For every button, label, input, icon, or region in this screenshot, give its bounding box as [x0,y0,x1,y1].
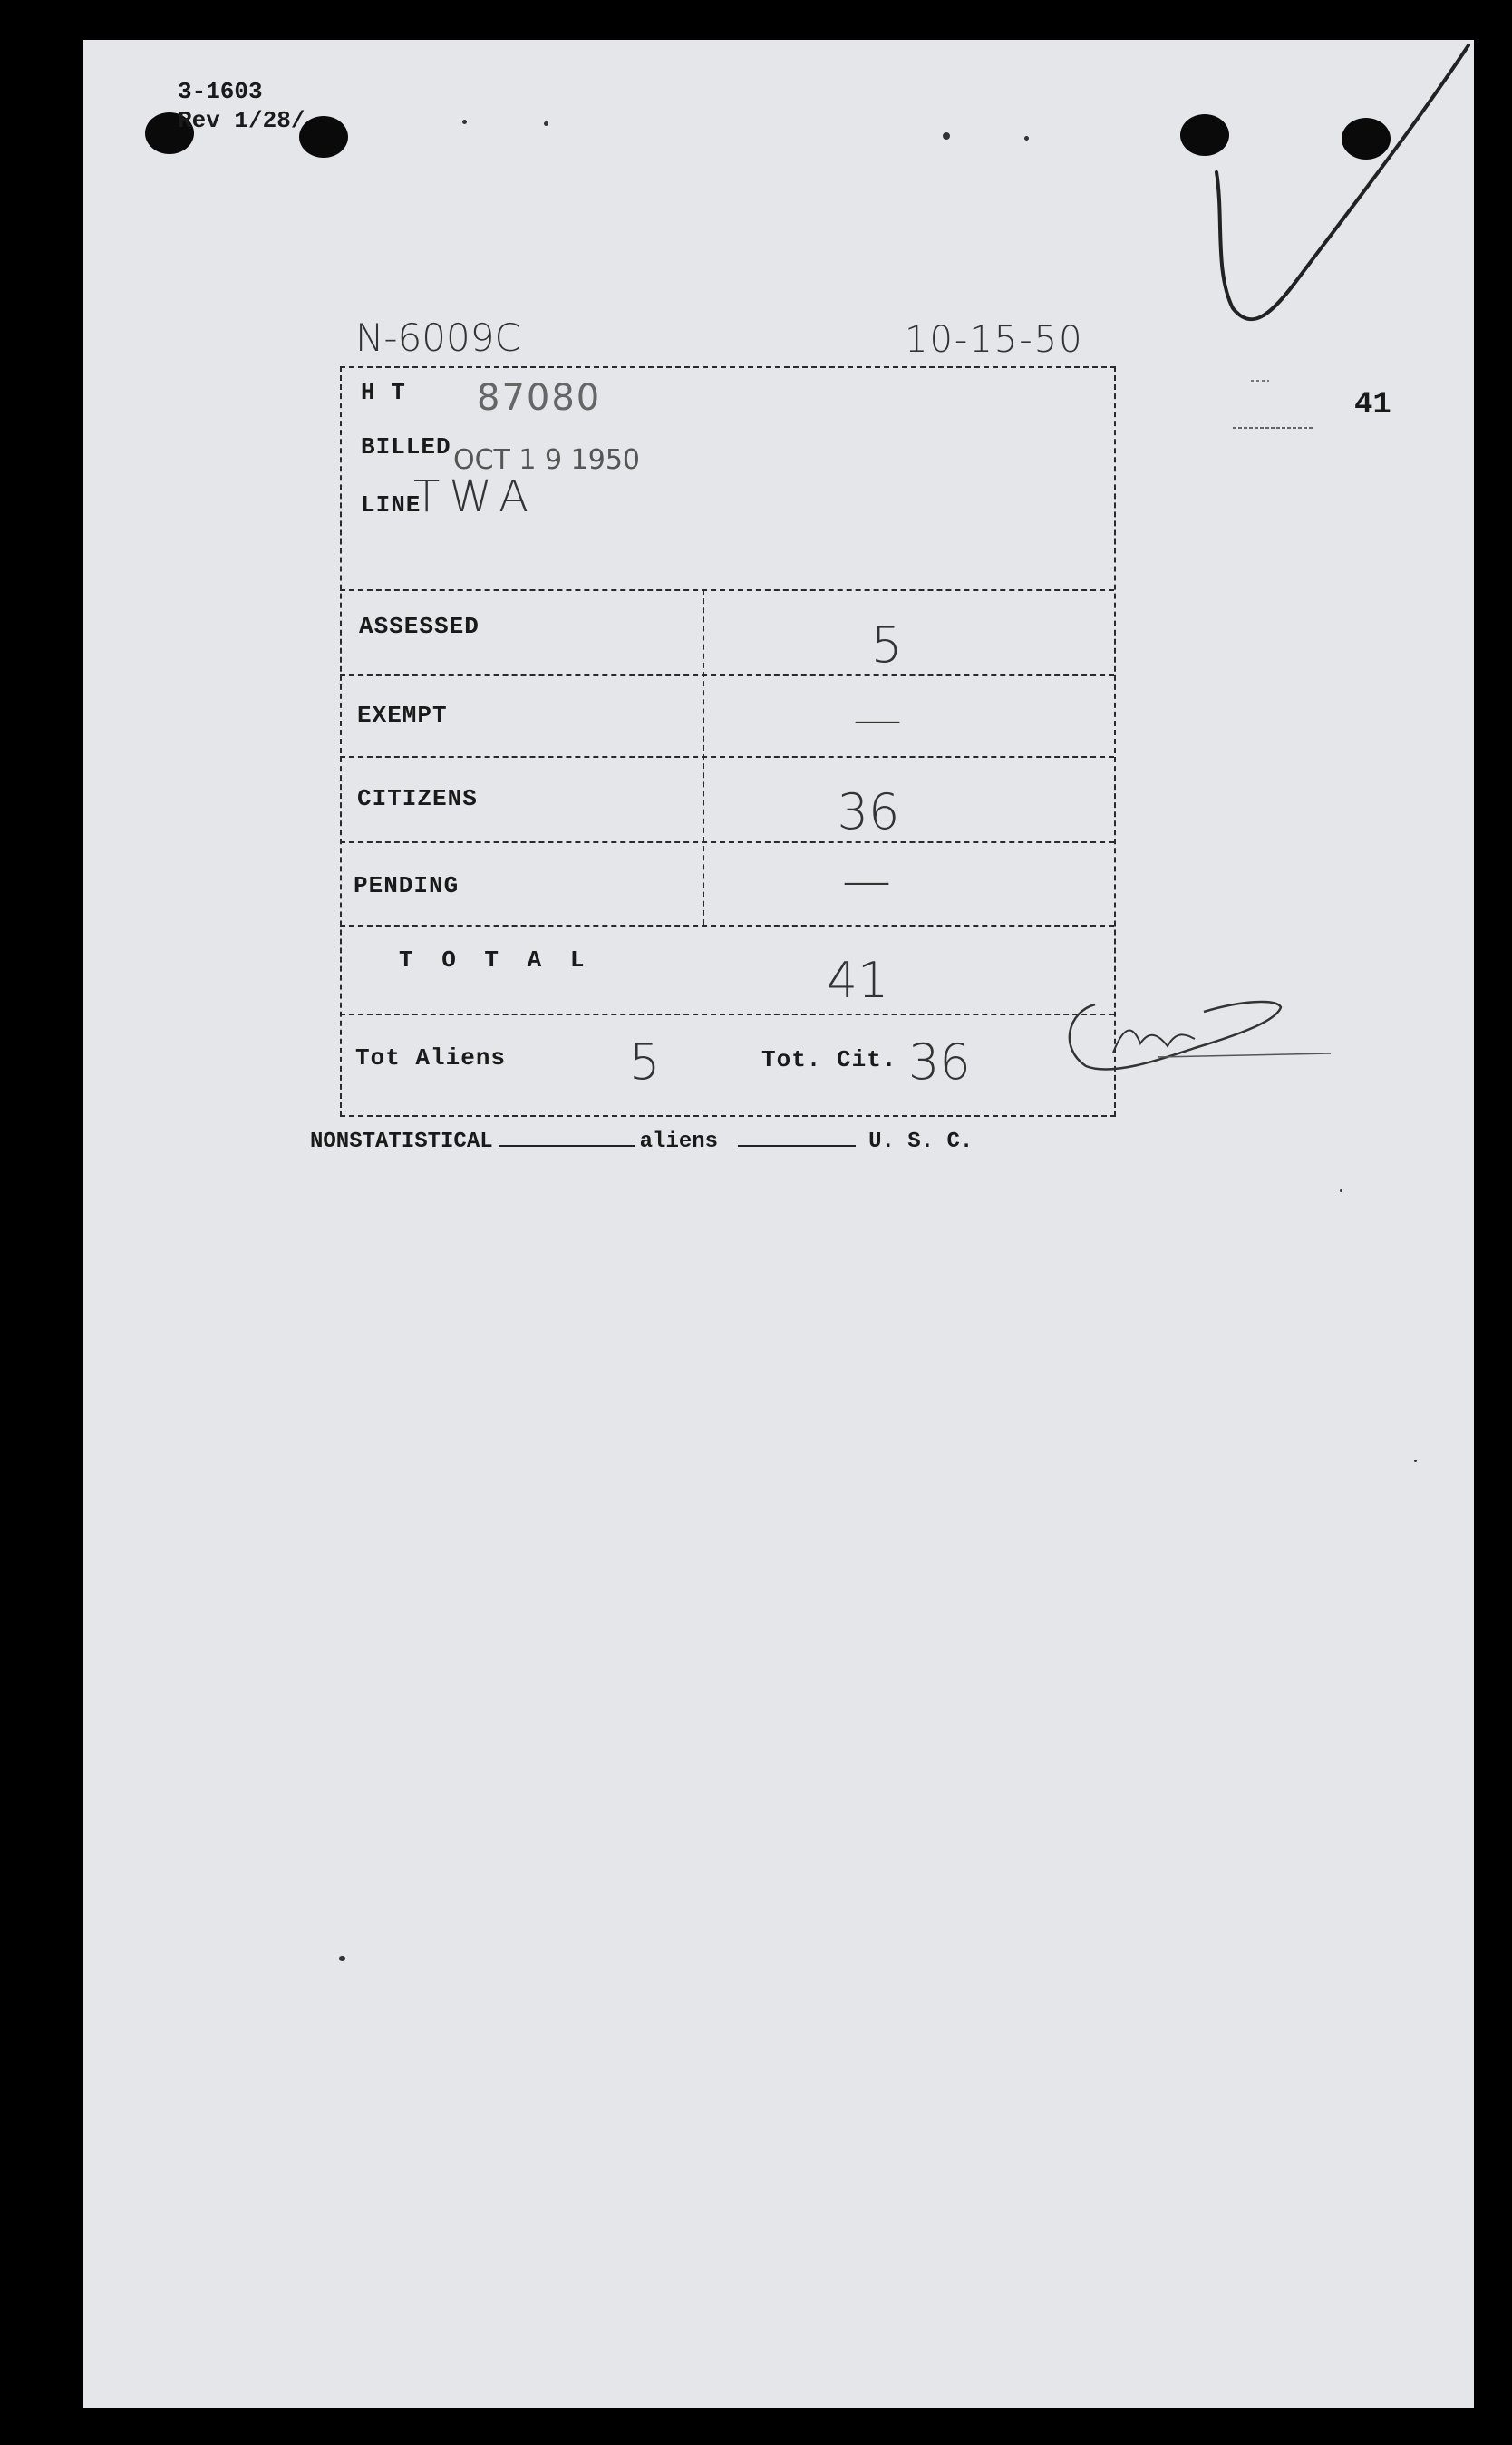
line-value: TWA [413,471,538,522]
billed-label: BILLED [361,433,451,461]
total-value: 41 [826,952,889,1009]
flight-number: N-6009C [355,315,521,360]
speck [462,120,467,124]
tot-cit-value: 36 [908,1033,971,1091]
total-label: T O T A L [399,946,592,974]
row-value-pending: — [842,852,891,909]
divider [340,674,1114,676]
form-revision: Rev 1/28/ [178,107,305,134]
tot-aliens-label: Tot Aliens [355,1044,507,1072]
usc-label: U. S. C. [868,1130,974,1154]
column-divider [703,589,704,925]
check-mark-icon [1197,36,1487,335]
line-label: LINE [361,491,422,519]
pencil-mark [1224,372,1323,435]
tot-aliens-value: 5 [629,1033,661,1091]
ht-value: 87080 [477,377,602,419]
divider [340,841,1114,843]
divider [340,756,1114,758]
date: 10-15-50 [905,319,1084,361]
nonstatistical-line [310,1130,973,1154]
nonstatistical-label: NONSTATISTICAL [310,1130,493,1154]
divider [340,925,1114,927]
row-value-citizens: 36 [837,783,900,840]
nonstat-aliens-blank [499,1145,635,1147]
divider [340,1014,1114,1015]
row-value-assessed: 5 [870,616,903,674]
speck [1340,1189,1342,1192]
signature [1059,994,1331,1084]
aliens-label: aliens [639,1130,719,1154]
speck [1024,136,1029,141]
billed-stamp: OCT 1 9 1950 [453,444,641,476]
speck [943,132,950,140]
row-label-citizens: CITIZENS [357,785,478,812]
nonstat-usc-blank [738,1145,856,1147]
ht-label: H T [361,379,406,406]
divider [340,589,1114,591]
row-value-exempt: — [853,691,902,748]
page-number: 41 [1354,388,1391,422]
row-label-exempt: EXEMPT [357,702,448,729]
speck [1414,1460,1417,1462]
row-label-pending: PENDING [354,872,460,899]
punch-hole [299,116,348,158]
speck [544,121,548,126]
row-label-assessed: ASSESSED [359,613,480,640]
form-number: 3-1603 [178,78,263,105]
speck [339,1956,345,1961]
tot-cit-label: Tot. Cit. [761,1046,897,1073]
